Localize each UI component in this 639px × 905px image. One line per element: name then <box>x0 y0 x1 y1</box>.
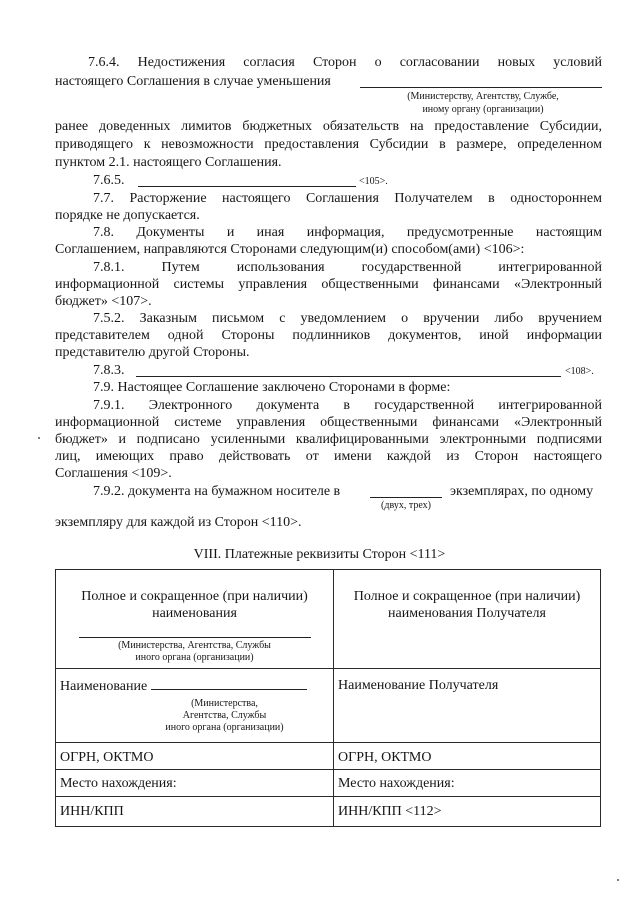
right-name-cell <box>334 669 601 743</box>
left-name-note2: Агентства, Службы <box>182 710 267 721</box>
p765-num: 7.6.5. <box>93 173 125 188</box>
left-header-line1: Полное и сокращенное (при наличии) <box>81 589 308 604</box>
right-header-line2: наименования Получателя <box>388 606 546 621</box>
left-header-cell <box>56 570 334 669</box>
p783-ref: <108>. <box>565 366 594 377</box>
right-place-label: Место нахождения: <box>338 775 455 791</box>
left-name-cell <box>56 669 334 743</box>
left-header-note2: иного органа (организации) <box>135 652 254 663</box>
p792-line1b: экземплярах, по одному <box>450 484 594 499</box>
section-title: VIII. Платежные реквизиты Сторон <111> <box>193 547 446 562</box>
p79-line1: 7.9. Настоящее Соглашение заключено Сторонами в форме: <box>93 380 451 395</box>
right-header-line1: Полное и сокращенное (при наличии) <box>353 589 581 604</box>
p764-line1: 7.6.4. Недостижения согласия Сторон о согласовании новых условий <box>88 55 602 70</box>
left-place-cell <box>56 770 334 797</box>
right-header-cell <box>334 570 601 669</box>
p791-line4: лиц, имеющих право действовать от имени каждой из Сторон настоящего <box>55 449 602 464</box>
p783-blank <box>136 376 561 377</box>
p765-blank <box>138 186 356 187</box>
p791-line2: информационной системе управления общественными финансами «Электронный <box>55 415 602 430</box>
requisites-table <box>55 569 601 827</box>
left-name-blank <box>151 677 307 690</box>
p781-line2: информационной системы управления общественными финансами «Электронный <box>55 277 602 292</box>
left-header-line2: наименования <box>152 606 237 621</box>
scan-speck <box>38 437 40 439</box>
p791-line1: 7.9.1. Электронного документа в государственной интегрированной <box>93 398 602 413</box>
p752-line2: представителем одной Стороны подлинников документов, иной информации <box>55 328 602 343</box>
p781-line1: 7.8.1. Путем использования государственной интегрированной <box>93 260 602 275</box>
p78-line1: 7.8. Документы и иная информация, предусмотренные настоящим <box>93 225 602 240</box>
p77-line1: 7.7. Расторжение настоящего Соглашения Получателем в одностороннем <box>93 191 602 206</box>
p765-ref: <105>. <box>359 176 388 187</box>
p78-line2: Соглашением, направляются Сторонами следующим(и) способом(ами) <106>: <box>55 242 525 257</box>
p752-line3: представителю другой Стороны. <box>55 345 250 360</box>
right-ogrn-cell <box>334 743 601 770</box>
right-ogrn-label: ОГРН, ОКТМО <box>338 750 432 765</box>
p791-line5: Соглашения <109>. <box>55 466 172 481</box>
p792-line1a: 7.9.2. документа на бумажном носителе в <box>93 484 341 499</box>
p783-num: 7.8.3. <box>93 363 125 378</box>
left-place-label: Место нахождения: <box>60 775 177 791</box>
left-header-blank <box>79 637 311 638</box>
right-inn-cell <box>334 797 601 827</box>
left-inn-cell <box>56 797 334 827</box>
p792-line2: экземпляру для каждой из Сторон <110>. <box>55 515 302 530</box>
p764-note2: иному органу (организации) <box>422 104 544 115</box>
right-inn-label: ИНН/КПП <112> <box>338 804 442 819</box>
p764-line5: пунктом 2.1. настоящего Соглашения. <box>55 155 282 170</box>
left-ogrn-label: ОГРН, ОКТМО <box>60 750 154 765</box>
p792-blank <box>370 497 442 498</box>
p764-line3: ранее доведенных лимитов бюджетных обязательств на предоставление Субсидии, <box>55 119 602 134</box>
p792-note: (двух, трех) <box>381 500 431 511</box>
p752-line1: 7.5.2. Заказным письмом с уведомлением о вручении либо вручением <box>93 311 602 326</box>
scan-speck <box>617 879 619 881</box>
p764-line4: приводящего к невозможности предоставления Субсидии в размере, определенном <box>55 137 602 152</box>
p764-blank <box>360 87 602 88</box>
p764-line2: настоящего Соглашения в случае уменьшения <box>55 74 331 89</box>
p791-line3: бюджет» и подписано усиленными квалифицированными электронными подписями <box>55 432 602 447</box>
left-inn-label: ИНН/КПП <box>60 804 124 819</box>
right-name-label: Наименование Получателя <box>338 678 499 693</box>
p764-note1: (Министерству, Агентству, Службе, <box>407 91 559 102</box>
left-header-note1: (Министерства, Агентства, Службы <box>118 640 271 651</box>
p77-line2: порядке не допускается. <box>55 208 200 223</box>
left-name-note3: иного органа (организации) <box>165 722 284 733</box>
left-ogrn-cell <box>56 743 334 770</box>
left-name-note1: (Министерства, <box>191 698 258 709</box>
right-place-cell <box>334 770 601 797</box>
left-name-label: Наименование <box>60 679 148 694</box>
p781-line3: бюджет» <107>. <box>55 294 152 309</box>
